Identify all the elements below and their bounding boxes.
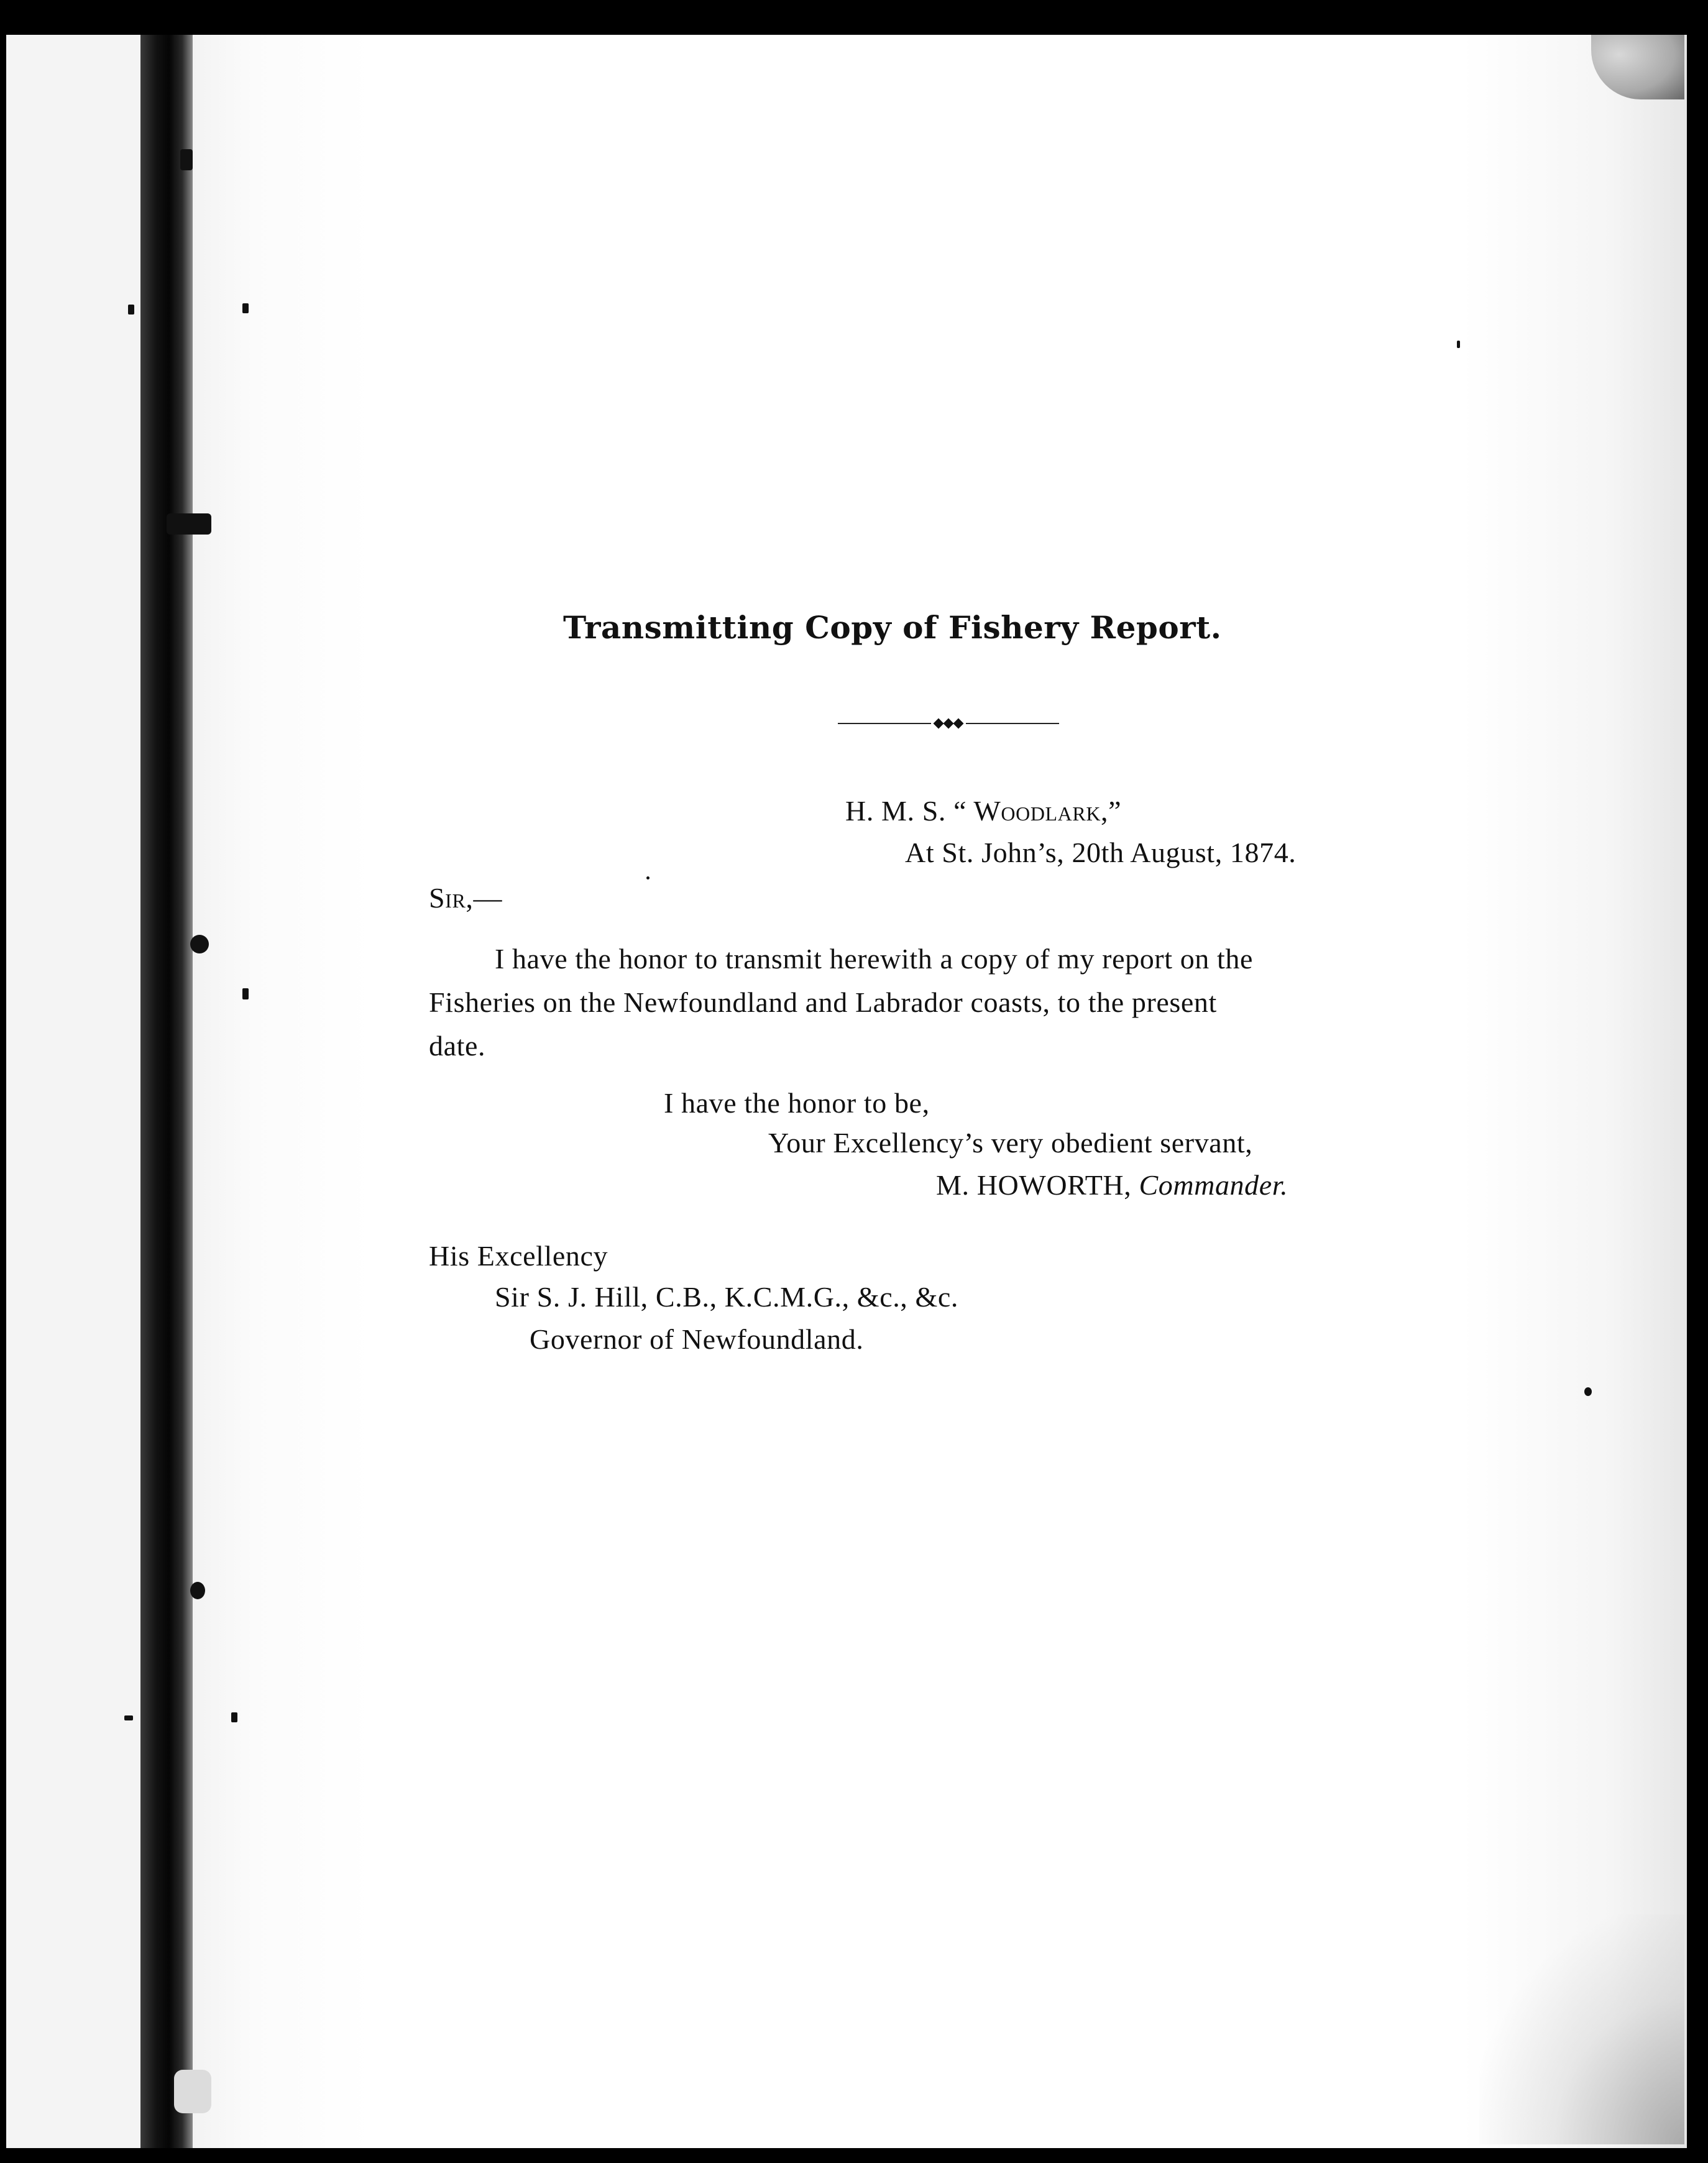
ink-speck <box>242 988 249 999</box>
addressee-line: Governor of Newfoundland. <box>530 1323 864 1355</box>
addressee-line: Sir S. J. Hill, C.B., K.C.M.G., &c., &c. <box>495 1281 959 1313</box>
body-line: date. <box>429 1030 486 1062</box>
divider-diamond <box>934 719 944 729</box>
signature <box>936 1169 1288 1201</box>
page-paper <box>193 27 1687 2148</box>
ship-name: H. M. S. “ Woodlark,” <box>845 795 1122 827</box>
divider-diamond <box>953 719 964 729</box>
closing-line: Your Excellency’s very obedient servant, <box>768 1127 1253 1159</box>
facing-page-edge <box>6 35 142 2148</box>
body-line: Fisheries on the Newfoundland and Labrador coasts, to the present <box>429 986 1217 1018</box>
ink-speck <box>124 1715 133 1720</box>
signature-name: M. HOWORTH, <box>936 1169 1132 1201</box>
place-and-date: At St. John’s, 20th August, 1874. <box>905 837 1297 868</box>
page-shadow <box>1479 1914 1684 2144</box>
signature-rank: Commander. <box>1139 1169 1288 1201</box>
divider-diamond <box>944 719 954 729</box>
ink-speck <box>1584 1387 1592 1396</box>
body-line: I have the honor to transmit herewith a copy of my report on the <box>495 943 1254 975</box>
closing-line: I have the honor to be, <box>664 1087 930 1119</box>
scan-border-bottom <box>0 2148 1708 2163</box>
ink-speck <box>646 876 650 879</box>
scan-border-right <box>1687 0 1708 2163</box>
ink-speck <box>128 305 134 315</box>
binding-mark <box>174 2070 211 2113</box>
ornamental-divider <box>838 720 1059 727</box>
binding-mark <box>190 935 209 953</box>
ink-speck <box>231 1712 237 1722</box>
binding-mark <box>180 149 193 170</box>
document-title: Transmitting Copy of Fishery Report. <box>563 609 1222 646</box>
binding-mark <box>190 1582 205 1599</box>
divider-line <box>838 723 931 724</box>
salutation: Sir,— <box>429 882 503 914</box>
scan-border-top <box>0 0 1708 35</box>
binding-mark <box>167 513 211 535</box>
divider-line <box>966 723 1059 724</box>
addressee-line: His Excellency <box>429 1240 608 1272</box>
ink-speck <box>242 303 249 313</box>
ink-speck <box>1457 341 1460 348</box>
book-gutter <box>140 35 193 2148</box>
scan-border-left <box>0 0 6 2163</box>
